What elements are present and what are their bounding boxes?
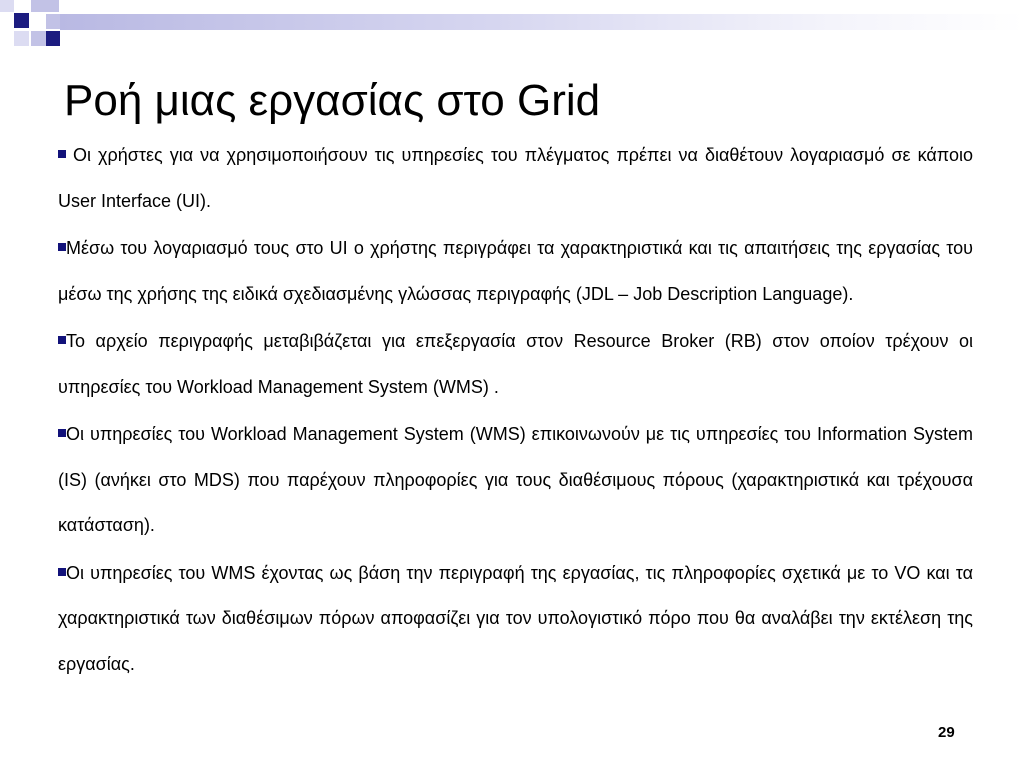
slide-body: [58, 133, 973, 689]
decor-square-navy: [46, 31, 60, 46]
page-number: 29: [938, 724, 955, 741]
square-bullet-icon: [58, 568, 66, 576]
bullet-paragraph: [58, 133, 973, 224]
square-bullet-icon: [58, 150, 66, 158]
decor-square-navy: [14, 13, 29, 28]
decor-square-lavender: [31, 0, 59, 12]
decor-square-pale: [14, 31, 29, 46]
slide-title: Ροή μιας εργασίας στο Grid: [64, 76, 601, 126]
bullet-paragraph: [58, 412, 973, 549]
bullet-paragraph: [58, 226, 973, 317]
bullet-paragraph: [58, 551, 973, 688]
square-bullet-icon: [58, 336, 66, 344]
bullet-text: Μέσω του λογαριασμό τους στο UI ο χρήστης περιγράφει τα χαρακτηριστικά και τις απαιτήσεις της εργασίας του μέσω της χρήσης της ειδικά σχεδιασμένης γλώσσας περιγραφής (JDL – Job Description Language).: [58, 238, 973, 304]
decor-square-pale: [0, 0, 14, 12]
decor-square-lavender: [46, 14, 60, 29]
decor-square-lavender: [31, 31, 46, 46]
square-bullet-icon: [58, 243, 66, 251]
square-bullet-icon: [58, 429, 66, 437]
bullet-paragraph: [58, 319, 973, 410]
bullet-text: Οι υπηρεσίες του WMS έχοντας ως βάση την περιγραφή της εργασίας, τις πληροφορίες σχετικά με το VO και τα χαρακτηριστικά των διαθέσιμων πόρων αποφασίζει για τον υπολογιστικό πόρο που θα αναλάβει την εκτέλεση της εργασίας.: [58, 562, 973, 674]
title-accent-band: [60, 14, 1024, 30]
bullet-text: Οι χρήστες για να χρησιμοποιήσουν τις υπηρεσίες του πλέγματος πρέπει να διαθέτουν λογαριασμό σε κάποιο User Interface (UI).: [58, 145, 973, 211]
bullet-text: Το αρχείο περιγραφής μεταβιβάζεται για επεξεργασία στον Resource Broker (RB) στον οποίον τρέχουν οι υπηρεσίες του Workload Management System (WMS) .: [58, 331, 973, 397]
bullet-spacer: [66, 145, 73, 165]
bullet-text: Οι υπηρεσίες του Workload Management System (WMS) επικοινωνούν με τις υπηρεσίες του Information System (IS) (ανήκει στο MDS) που παρέχουν πληροφορίες για τους διαθέσιμους πόρους (χαρακτηριστικά και τρέχουσα κατάσταση).: [58, 424, 973, 535]
